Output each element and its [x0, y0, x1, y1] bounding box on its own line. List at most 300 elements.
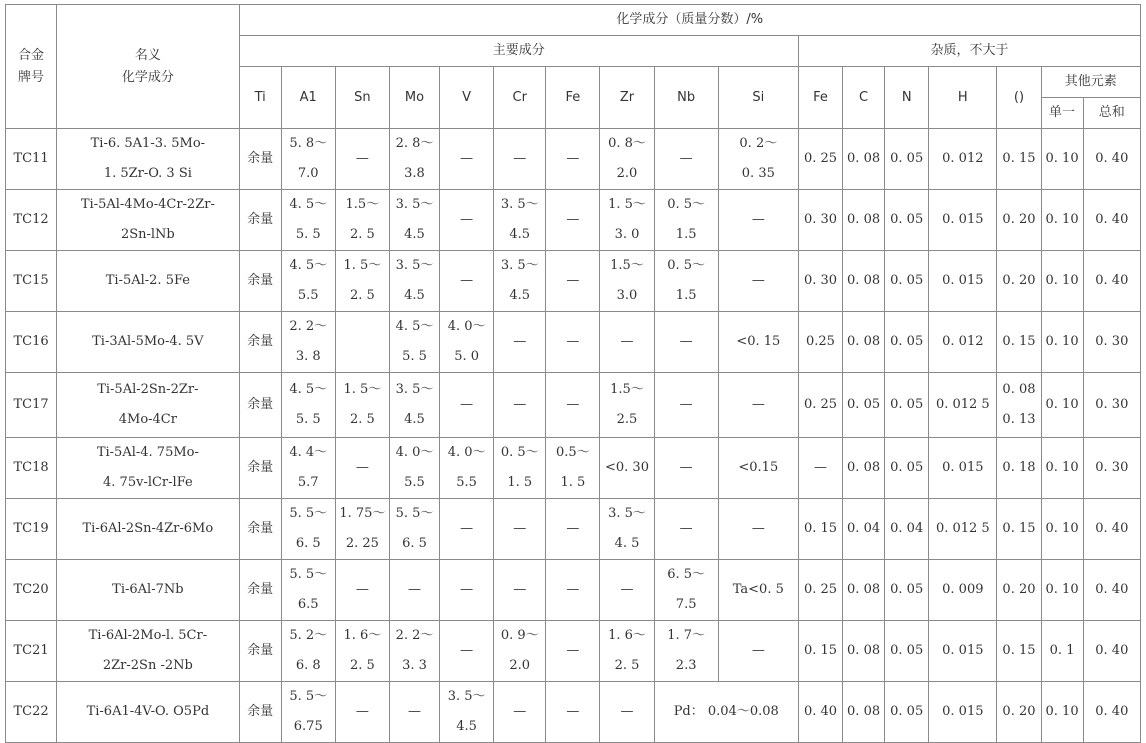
cell-mo [389, 438, 439, 499]
cell-grade: TC18 [6, 438, 57, 499]
cell-nb: — [654, 373, 718, 438]
header-impurities: 杂质，不大于 [798, 36, 1140, 67]
cell-zr-line: 2.5 [616, 412, 638, 427]
cell-imp-o: 0. 15 [997, 312, 1041, 373]
cell-sn-line: 1. 5～ [343, 382, 382, 397]
cell-imp-fe: 0. 30 [798, 251, 842, 312]
cell-mo-line: 5. 5 [402, 349, 427, 364]
cell-zr-line: 1.5～ [610, 258, 644, 273]
cell-zr: <0. 30 [600, 438, 654, 499]
cell-zr-line: 0. 8～ [608, 136, 646, 151]
cell-imp-h: 0. 012 5 [929, 373, 997, 438]
header-grade-line2: 牌号 [18, 69, 45, 85]
cell-nb-line: 7.5 [675, 597, 697, 612]
cell-mo-line: 4.5 [404, 412, 425, 427]
cell-imp-c: 0. 08 [843, 560, 885, 621]
cell-cr-line: 0. 9～ [500, 628, 539, 643]
cell-sn: — [335, 682, 389, 743]
cell-grade: TC19 [6, 499, 57, 560]
cell-imp-c: 0. 04 [843, 499, 885, 560]
header-name-line2: 化学成分 [121, 69, 174, 85]
cell-al-line: 6. 8 [295, 658, 321, 673]
table-row [6, 312, 1141, 373]
cell-zr-line: 1. 5～ [608, 197, 646, 212]
cell-sn-line: 1.5～ [345, 197, 380, 212]
cell-zr [600, 190, 654, 251]
cell-imp-n: 0. 05 [885, 560, 929, 621]
cell-sn: — [335, 560, 389, 621]
titanium-alloy-composition-table [5, 4, 1141, 743]
cell-imp-n: 0. 05 [885, 438, 929, 499]
cell-sn-line: 2. 25 [345, 536, 379, 551]
cell-imp-h: 0. 015 [929, 682, 997, 743]
cell-cr-line: 1. 5 [507, 475, 533, 490]
header-name [57, 5, 239, 129]
header-cr: Cr [494, 67, 546, 129]
header-composition: 化学成分（质量分数）/% [239, 5, 1140, 36]
cell-mo-line: 3. 5～ [395, 258, 434, 273]
cell-imp-c: 0. 08 [843, 682, 885, 743]
cell-al-line: 5. 5～ [289, 567, 328, 582]
cell-sn: — [335, 438, 389, 499]
cell-name-line: 2Zr-2Sn -2Nb [102, 658, 193, 673]
cell-name [57, 129, 239, 190]
table-row [6, 560, 1141, 621]
header-imp-o: () [997, 67, 1041, 129]
cell-imp-h: 0. 012 [929, 129, 997, 190]
table-row [6, 682, 1141, 743]
cell-zr [600, 251, 654, 312]
cell-imp-fe: 0.25 [798, 312, 842, 373]
cell-zr-line: 3.0 [616, 288, 638, 303]
cell-nb [654, 251, 718, 312]
cell-imp-n: 0. 05 [885, 373, 929, 438]
cell-fe: — [546, 312, 600, 373]
cell-nb-si-merged: Pd： 0.04～0.08 [654, 682, 798, 743]
cell-imp-o: 0. 20 [997, 682, 1041, 743]
cell-imp-c: 0. 08 [843, 312, 885, 373]
cell-imp-n: 0. 05 [885, 190, 929, 251]
header-ti: Ti [239, 67, 281, 129]
cell-al [281, 682, 335, 743]
cell-mo-line: 3.8 [404, 166, 425, 181]
cell-name-line: 4Mo-4Cr [118, 412, 177, 427]
cell-mo [389, 251, 439, 312]
cell-imp-n: 0. 04 [885, 499, 929, 560]
cell-si: <0. 15 [718, 312, 798, 373]
cell-mo [389, 129, 439, 190]
cell-imp-o: 0. 20 [997, 560, 1041, 621]
cell-imp-fe: 0. 25 [798, 560, 842, 621]
header-imp-n: N [885, 67, 929, 129]
cell-name-line: Ti-6. 5A1-3. 5Mo- [90, 136, 206, 151]
cell-si: — [718, 190, 798, 251]
cell-v: — [440, 621, 494, 682]
cell-ti: 余量 [239, 190, 281, 251]
cell-imp-c: 0. 08 [843, 621, 885, 682]
cell-mo-line: 3. 5～ [395, 382, 434, 397]
cell-al [281, 499, 335, 560]
cell-zr [600, 129, 654, 190]
cell-si: — [718, 621, 798, 682]
cell-mo-line: 2. 2～ [395, 628, 434, 643]
cell-v [440, 312, 494, 373]
cell-ti: 余量 [239, 373, 281, 438]
header-nb: Nb [654, 67, 718, 129]
cell-mo-line: 3. 3 [402, 658, 427, 673]
cell-cr-line: 4.5 [509, 227, 531, 242]
cell-v: — [440, 560, 494, 621]
cell-single: 0. 1 [1041, 621, 1083, 682]
cell-mo: — [389, 682, 439, 743]
cell-cr: — [494, 682, 546, 743]
cell-al-line: 5.7 [297, 475, 319, 490]
cell-al-line: 7.0 [297, 166, 319, 181]
cell-fe: — [546, 682, 600, 743]
cell-name [57, 438, 239, 499]
header-al: A1 [281, 67, 335, 129]
cell-imp-fe: — [798, 438, 842, 499]
cell-mo: — [389, 560, 439, 621]
table-row [6, 251, 1141, 312]
cell-ti: 余量 [239, 312, 281, 373]
cell-imp-c: 0. 08 [843, 190, 885, 251]
table-row [6, 438, 1141, 499]
cell-mo-line: 4. 0～ [395, 445, 434, 460]
cell-single: 0. 10 [1041, 682, 1083, 743]
cell-imp-o: 0. 15 [997, 621, 1041, 682]
cell-nb: — [654, 499, 718, 560]
cell-mo-line: 5.5 [404, 475, 425, 490]
cell-v: — [440, 499, 494, 560]
cell-sn-line: 2. 5 [349, 227, 375, 242]
cell-total: 0. 40 [1083, 251, 1140, 312]
cell-al-line: 4. 5～ [289, 382, 328, 397]
cell-al-line: 5. 5～ [289, 689, 328, 704]
cell-single: 0. 10 [1041, 190, 1083, 251]
cell-sn [335, 373, 389, 438]
header-imp-fe: Fe [798, 67, 842, 129]
cell-name [57, 621, 239, 682]
cell-nb [654, 621, 718, 682]
header-name-line1: 名义 [134, 47, 161, 63]
cell-al-line: 6. 5 [295, 536, 321, 551]
cell-zr [600, 499, 654, 560]
cell-fe: — [546, 560, 600, 621]
cell-imp-h: 0. 012 5 [929, 499, 997, 560]
cell-al-line: 2. 2～ [289, 319, 328, 334]
cell-zr [600, 621, 654, 682]
cell-al [281, 251, 335, 312]
cell-sn [335, 251, 389, 312]
cell-single: 0. 10 [1041, 560, 1083, 621]
cell-al-line: 5. 5 [295, 227, 321, 242]
header-imp-c: C [843, 67, 885, 129]
cell-imp-h: 0. 015 [929, 190, 997, 251]
cell-single: 0. 10 [1041, 312, 1083, 373]
cell-sn [335, 621, 389, 682]
cell-sn-line: 1. 6～ [343, 628, 382, 643]
cell-v [440, 682, 494, 743]
cell-cr-line: 3. 5～ [500, 258, 539, 273]
cell-imp-o: 0. 20 [997, 251, 1041, 312]
cell-name-line: Ti-6Al-2Mo-l. 5Cr- [88, 628, 208, 643]
table-row [6, 373, 1141, 438]
table-row [6, 190, 1141, 251]
cell-imp-n: 0. 05 [885, 129, 929, 190]
cell-imp-o-line: 0. 13 [1002, 412, 1036, 427]
cell-imp-h: 0. 015 [929, 438, 997, 499]
cell-nb-line: 2.3 [675, 658, 697, 673]
cell-fe: — [546, 251, 600, 312]
cell-imp-c: 0. 05 [843, 373, 885, 438]
cell-si: — [718, 499, 798, 560]
cell-imp-fe: 0. 30 [798, 190, 842, 251]
cell-zr-line: 2.0 [616, 166, 638, 181]
cell-imp-n: 0. 05 [885, 312, 929, 373]
cell-mo [389, 312, 439, 373]
cell-zr: — [600, 312, 654, 373]
cell-name-line: 1. 5Zr-O. 3 Si [103, 166, 192, 181]
cell-zr: — [600, 560, 654, 621]
cell-cr [494, 438, 546, 499]
cell-name-line: Ti-5Al-4Mo-4Cr-2Zr- [80, 197, 215, 212]
cell-name: Ti-5Al-2. 5Fe [57, 251, 239, 312]
cell-nb [654, 560, 718, 621]
cell-nb-line: 6. 5～ [667, 567, 706, 582]
cell-v-line: 3. 5～ [447, 689, 486, 704]
cell-zr-line: 3. 5～ [608, 506, 646, 521]
cell-mo-line: 4.5 [404, 227, 425, 242]
cell-nb: — [654, 312, 718, 373]
cell-sn [335, 190, 389, 251]
cell-fe: — [546, 499, 600, 560]
cell-cr-line: 0. 5～ [500, 445, 539, 460]
cell-si: — [718, 251, 798, 312]
cell-name: Ti-6A1-4V-O. O5Pd [57, 682, 239, 743]
cell-mo-line: 4.5 [404, 288, 425, 303]
cell-imp-fe: 0. 15 [798, 499, 842, 560]
cell-grade: TC11 [6, 129, 57, 190]
header-si: Si [718, 67, 798, 129]
cell-nb-line: 1. 7～ [667, 628, 706, 643]
cell-nb-line: 0. 5～ [667, 258, 706, 273]
header-main-components: 主要成分 [239, 36, 798, 67]
cell-total: 0. 40 [1083, 499, 1140, 560]
cell-fe: — [546, 129, 600, 190]
table-row [6, 621, 1141, 682]
cell-al-line: 5. 5～ [289, 506, 328, 521]
cell-sn-line: 2. 5 [349, 412, 375, 427]
cell-zr: — [600, 682, 654, 743]
cell-si [718, 129, 798, 190]
cell-al-line: 4. 4～ [289, 445, 328, 460]
cell-name-line: Ti-5Al-2Sn-2Zr- [97, 382, 199, 397]
cell-ti: 余量 [239, 560, 281, 621]
cell-zr-line: 4. 5 [614, 536, 640, 551]
cell-imp-c: 0. 08 [843, 129, 885, 190]
cell-cr: — [494, 129, 546, 190]
table-row [6, 129, 1141, 190]
cell-ti: 余量 [239, 129, 281, 190]
header-grade [6, 5, 57, 129]
cell-ti: 余量 [239, 251, 281, 312]
cell-al-line: 5.5 [297, 288, 319, 303]
cell-single: 0. 10 [1041, 129, 1083, 190]
cell-imp-n: 0. 05 [885, 251, 929, 312]
cell-al [281, 190, 335, 251]
cell-imp-h: 0. 015 [929, 621, 997, 682]
cell-imp-fe: 0. 15 [798, 621, 842, 682]
cell-al-line: 4. 5～ [289, 258, 328, 273]
cell-v: — [440, 251, 494, 312]
cell-mo-line: 2. 8～ [395, 136, 434, 151]
cell-mo [389, 621, 439, 682]
cell-single: 0. 10 [1041, 251, 1083, 312]
cell-v-line: 5.5 [456, 475, 477, 490]
cell-nb [654, 190, 718, 251]
cell-grade: TC22 [6, 682, 57, 743]
cell-imp-fe: 0. 25 [798, 373, 842, 438]
cell-al [281, 621, 335, 682]
cell-cr: — [494, 312, 546, 373]
cell-mo [389, 190, 439, 251]
header-fe: Fe [546, 67, 600, 129]
cell-zr-line: 2. 5 [614, 658, 640, 673]
cell-al [281, 560, 335, 621]
cell-zr [600, 373, 654, 438]
cell-nb-line: 1.5 [675, 288, 697, 303]
header-grade-line1: 合金 [18, 47, 45, 63]
cell-mo-line: 3. 5～ [395, 197, 434, 212]
cell-imp-h: 0. 009 [929, 560, 997, 621]
cell-v: — [440, 373, 494, 438]
cell-grade: TC17 [6, 373, 57, 438]
cell-fe: — [546, 190, 600, 251]
cell-total: 0. 40 [1083, 560, 1140, 621]
header-single: 单一 [1041, 98, 1083, 129]
cell-ti: 余量 [239, 682, 281, 743]
header-zr: Zr [600, 67, 654, 129]
header-sn: Sn [335, 67, 389, 129]
cell-v: — [440, 190, 494, 251]
cell-mo-line: 4. 5～ [395, 319, 434, 334]
cell-name-line: 2Sn-lNb [120, 227, 175, 242]
cell-v-line: 4. 0～ [447, 319, 486, 334]
cell-al-line: 5. 8～ [289, 136, 328, 151]
cell-imp-fe: 0. 25 [798, 129, 842, 190]
header-v: V [440, 67, 494, 129]
cell-cr: — [494, 373, 546, 438]
header-imp-h: H [929, 67, 997, 129]
cell-al-line: 6.75 [293, 719, 323, 734]
cell-total: 0. 40 [1083, 129, 1140, 190]
table-row [6, 499, 1141, 560]
cell-name-line: Ti-5Al-4. 75Mo- [96, 445, 199, 460]
cell-imp-fe: 0. 40 [798, 682, 842, 743]
cell-total: 0. 40 [1083, 621, 1140, 682]
cell-si: Ta<0. 5 [718, 560, 798, 621]
cell-total: 0. 30 [1083, 312, 1140, 373]
cell-sn-line: 1. 5～ [343, 258, 382, 273]
cell-grade: TC15 [6, 251, 57, 312]
cell-imp-h: 0. 015 [929, 251, 997, 312]
cell-si: — [718, 373, 798, 438]
cell-mo-line: 6. 5 [402, 536, 427, 551]
cell-al [281, 312, 335, 373]
cell-v [440, 438, 494, 499]
cell-name: Ti-6Al-2Sn-4Zr-6Mo [57, 499, 239, 560]
cell-al-line: 5. 2～ [289, 628, 328, 643]
cell-cr: — [494, 560, 546, 621]
cell-single: 0. 10 [1041, 438, 1083, 499]
header-total: 总和 [1083, 98, 1140, 129]
cell-grade: TC12 [6, 190, 57, 251]
cell-imp-o: 0. 20 [997, 190, 1041, 251]
cell-ti: 余量 [239, 499, 281, 560]
cell-grade: TC16 [6, 312, 57, 373]
header-mo: Mo [389, 67, 439, 129]
cell-imp-o: 0. 18 [997, 438, 1041, 499]
cell-name: Ti-6Al-7Nb [57, 560, 239, 621]
cell-sn: — [335, 129, 389, 190]
cell-cr [494, 251, 546, 312]
cell-nb-line: 0. 5～ [667, 197, 706, 212]
cell-ti: 余量 [239, 438, 281, 499]
cell-cr-line: 3. 5～ [500, 197, 539, 212]
cell-cr [494, 621, 546, 682]
cell-sn-line: 2. 5 [349, 658, 375, 673]
cell-al-line: 4. 5～ [289, 197, 328, 212]
cell-al [281, 438, 335, 499]
cell-cr-line: 4.5 [509, 288, 531, 303]
cell-imp-c: 0. 08 [843, 438, 885, 499]
cell-cr: — [494, 499, 546, 560]
header-other-elements: 其他元素 [1041, 67, 1140, 98]
cell-si: <0.15 [718, 438, 798, 499]
cell-fe [546, 438, 600, 499]
cell-imp-o: 0. 15 [997, 499, 1041, 560]
cell-v-line: 5. 0 [454, 349, 480, 364]
cell-fe: — [546, 621, 600, 682]
cell-nb-line: 1.5 [675, 227, 697, 242]
cell-imp-n: 0. 05 [885, 682, 929, 743]
cell-fe: — [546, 373, 600, 438]
cell-al [281, 129, 335, 190]
cell-mo [389, 373, 439, 438]
cell-nb: — [654, 438, 718, 499]
cell-sn-line: 2. 5 [349, 288, 375, 303]
cell-total: 0. 40 [1083, 190, 1140, 251]
cell-mo [389, 499, 439, 560]
cell-total: 0. 40 [1083, 682, 1140, 743]
cell-name [57, 373, 239, 438]
cell-name: Ti-3Al-5Mo-4. 5V [57, 312, 239, 373]
cell-grade: TC21 [6, 621, 57, 682]
cell-grade: TC20 [6, 560, 57, 621]
cell-name-line: 4. 75v-lCr-lFe [103, 475, 193, 490]
cell-v-line: 4.5 [456, 719, 477, 734]
cell-total: 0. 30 [1083, 438, 1140, 499]
cell-zr-line: 1.5～ [610, 382, 644, 397]
cell-al-line: 5. 5 [295, 412, 321, 427]
cell-zr-line: 1. 6～ [608, 628, 646, 643]
cell-sn-line: 1. 75～ [339, 506, 386, 521]
cell-name [57, 190, 239, 251]
cell-al-line: 3. 8 [295, 349, 321, 364]
cell-zr-line: 3. 0 [614, 227, 640, 242]
cell-al-line: 6.5 [297, 597, 319, 612]
